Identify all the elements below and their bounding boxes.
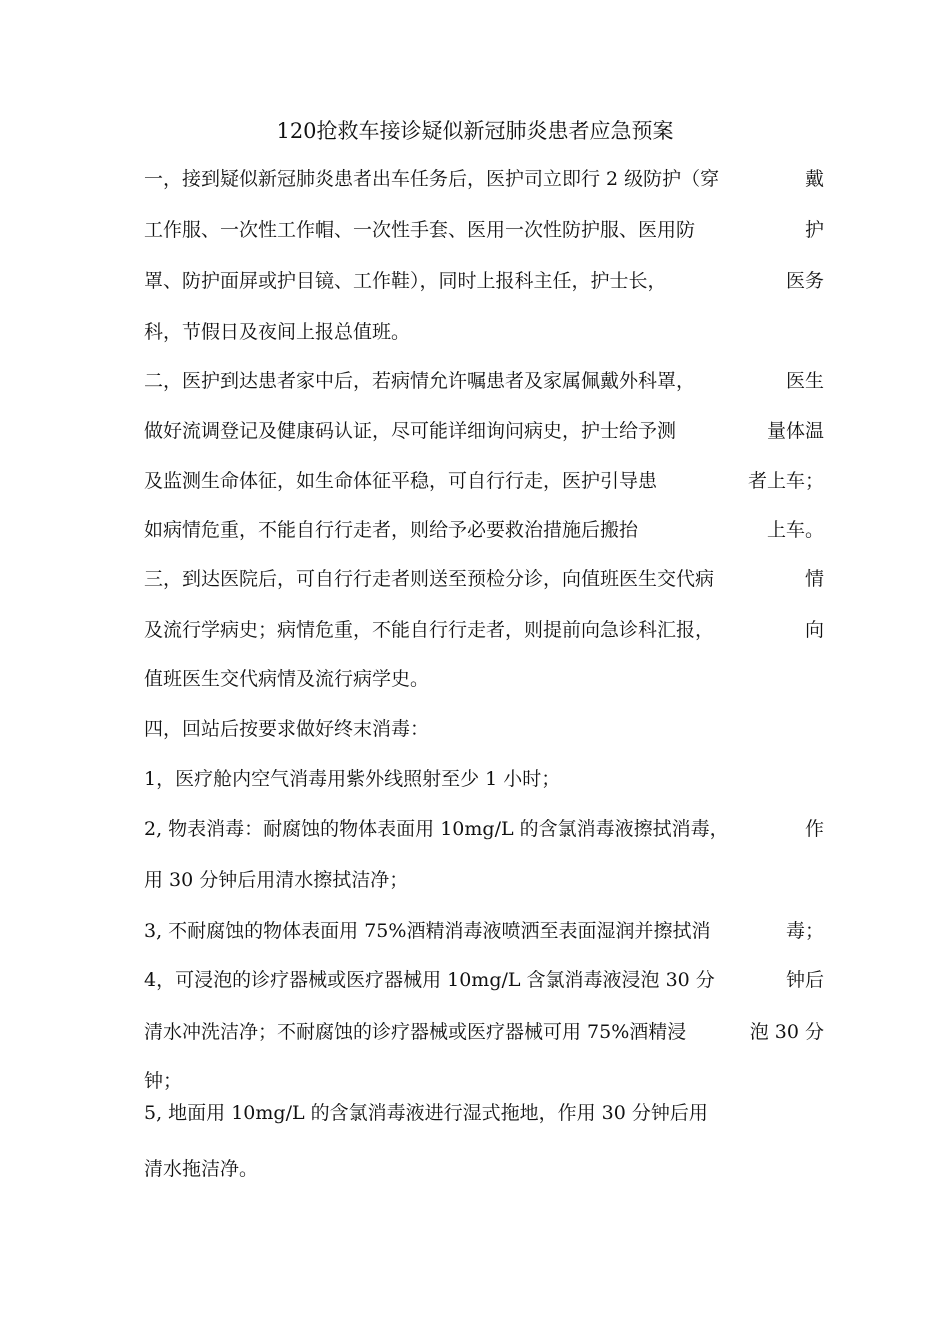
paragraph-line — [144, 967, 824, 993]
line-segment: 如病情危重，不能自行行走者，则给予必要救治措施后搬抬 — [144, 519, 639, 541]
paragraph-line — [144, 268, 824, 294]
line-segment: 毒； — [785, 920, 824, 942]
line-segment: 清水冲洗洁净；不耐腐蚀的诊疗器械或医疗器械可用 75%酒精浸 — [144, 1021, 687, 1043]
document-title: 120抢救车接诊疑似新冠肺炎患者应急预案 — [276, 119, 674, 143]
line-segment: 医生 — [785, 370, 824, 392]
paragraph-line — [144, 1019, 824, 1045]
line-segment: 钟； — [144, 1070, 183, 1092]
line-segment: 作 — [804, 818, 824, 840]
line-segment: 上车。 — [766, 519, 824, 541]
line-segment: 情 — [804, 568, 824, 590]
paragraph-line — [144, 816, 824, 842]
paragraph-line — [144, 1100, 824, 1126]
line-segment: 三，到达医院后，可自行行走者则送至预检分诊，向值班医生交代病 — [144, 568, 715, 590]
line-segment: 4，可浸泡的诊疗器械或医疗器械用 10mg/L 含氯消毒液浸泡 30 分 — [144, 969, 715, 991]
line-segment: 二，医护到达患者家中后，若病情允许嘱患者及家属佩戴外科罩， — [144, 370, 696, 392]
paragraph-line — [144, 918, 824, 944]
paragraph-line — [144, 368, 824, 394]
line-segment: 做好流调登记及健康码认证，尽可能详细询问病史，护士给予测 — [144, 420, 677, 442]
paragraph-line — [144, 566, 824, 592]
line-segment: 四，回站后按要求做好终末消毒： — [144, 718, 430, 740]
paragraph-line — [144, 716, 824, 742]
line-segment: 护 — [804, 219, 824, 241]
line-segment: 2, 物表消毒：耐腐蚀的物体表面用 10mg/L 的含氯消毒液擦拭消毒， — [144, 818, 729, 840]
paragraph-line — [144, 1156, 824, 1182]
line-segment: 1，医疗舱内空气消毒用紫外线照射至少 1 小时； — [144, 768, 561, 790]
line-segment: 向 — [804, 619, 824, 641]
line-segment: 钟后 — [785, 969, 824, 991]
line-segment: 医务 — [785, 270, 824, 292]
paragraph-line — [144, 166, 824, 192]
line-segment: 一，接到疑似新冠肺炎患者出车任务后，医护司立即行 2 级防护（穿 — [144, 168, 720, 190]
line-segment: 量体温 — [766, 420, 824, 442]
line-segment: 罩、防护面屏或护目镜、工作鞋），同时上报科主任，护士长， — [144, 270, 667, 292]
line-segment: 及流行学病史；病情危重，不能自行行走者，则提前向急诊科汇报， — [144, 619, 715, 641]
line-segment: 清水拖洁净。 — [144, 1158, 259, 1180]
paragraph-line — [144, 617, 824, 643]
line-segment: 科，节假日及夜间上报总值班。 — [144, 321, 411, 343]
paragraph-line — [144, 468, 824, 494]
paragraph-line — [144, 666, 824, 692]
paragraph-line — [144, 766, 824, 792]
paragraph-line — [144, 319, 824, 345]
line-segment: 泡 30 分 — [749, 1021, 824, 1043]
line-segment: 用 30 分钟后用清水擦拭洁净； — [144, 869, 409, 891]
line-segment: 及监测生命体征，如生命体征平稳，可自行行走，医护引导患 — [144, 470, 658, 492]
paragraph-line — [144, 418, 824, 444]
paragraph-line — [144, 867, 824, 893]
line-segment: 3, 不耐腐蚀的物体表面用 75%酒精消毒液喷洒至表面湿润并擦拭消 — [144, 920, 711, 942]
paragraph-line — [144, 1068, 824, 1094]
line-segment: 值班医生交代病情及流行病学史。 — [144, 668, 430, 690]
paragraph-line — [144, 517, 824, 543]
line-segment: 者上车； — [747, 470, 824, 492]
paragraph-line — [144, 217, 824, 243]
line-segment: 5, 地面用 10mg/L 的含氯消毒液进行湿式拖地，作用 30 分钟后用 — [144, 1102, 708, 1124]
line-segment: 戴 — [804, 168, 824, 190]
line-segment: 工作服、一次性工作帽、一次性手套、医用一次性防护服、医用防 — [144, 219, 696, 241]
